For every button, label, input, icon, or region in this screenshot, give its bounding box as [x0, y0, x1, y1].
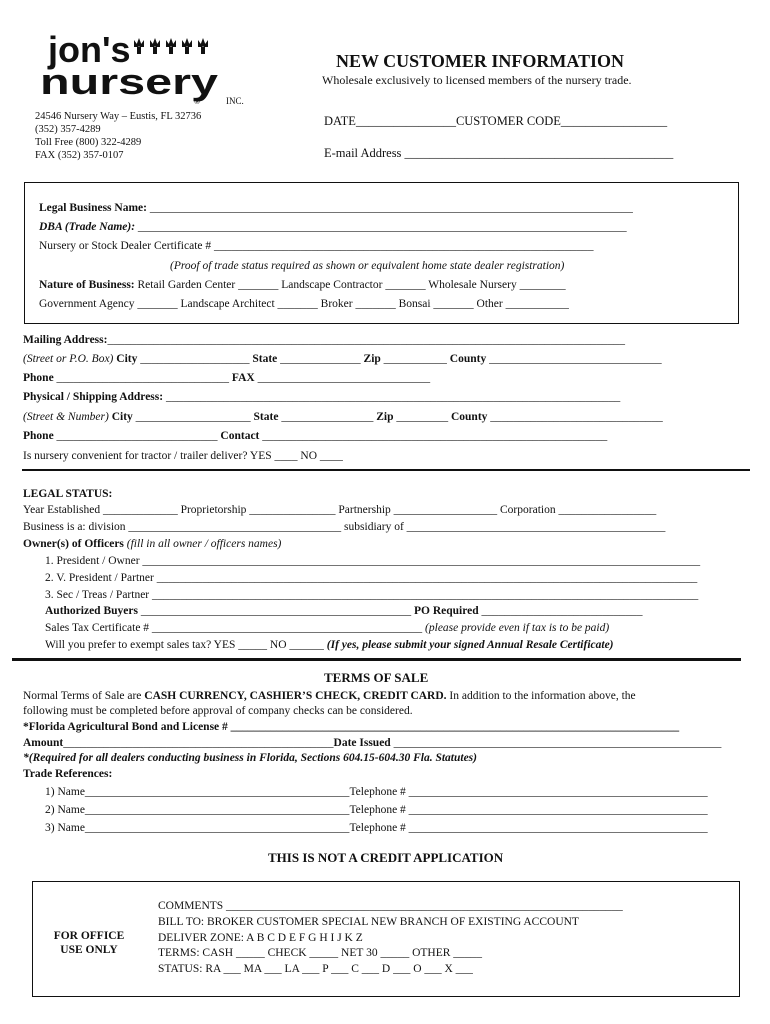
trade-reference-row: [45, 785, 708, 799]
nature-of-business-options-1[interactable]: Retail Garden Center _______ Landscape Contractor _______ Wholesale Nursery ________: [137, 279, 566, 291]
amount-date-row: [23, 736, 721, 750]
exempt-tax-question[interactable]: Will you prefer to exempt sales tax? YES _____ NO ______: [45, 639, 324, 651]
toll-free-line: Toll Free (800) 322-4289: [35, 137, 142, 148]
form-subtitle: Wholesale exclusively to licensed members of the nursery trade.: [322, 73, 632, 87]
city-field-2[interactable]: ____________________: [135, 411, 251, 423]
dba-label: DBA (Trade Name):: [39, 221, 136, 233]
nature-of-business-row: [39, 278, 566, 292]
legal-status-heading: LEGAL STATUS:: [23, 488, 113, 500]
tractor-trailer-question[interactable]: Is nursery convenient for tractor / trailer deliver? YES ____ NO ____: [23, 450, 343, 462]
trade-reference-row: [45, 821, 708, 835]
reference-name-field[interactable]: Name______________________________________________: [57, 822, 350, 834]
office-status-options[interactable]: STATUS: RA ___ MA ___ LA ___ P ___ C ___ D ___ O ___ X ___: [158, 963, 473, 975]
date-issued-field[interactable]: _________________________________________________________: [393, 737, 722, 749]
authorized-buyers-row: [45, 604, 642, 618]
dba-field[interactable]: _____________________________________________________________________________________: [137, 221, 627, 233]
sales-tax-row: [45, 621, 609, 635]
authorized-buyers-label: Authorized Buyers: [45, 605, 138, 617]
bond-license-field[interactable]: *Florida Agricultural Bond and License # ______________________________________________________________________________: [23, 721, 680, 733]
mailing-city-row: [23, 352, 662, 366]
po-required-field[interactable]: ____________________________: [481, 605, 643, 617]
certificate-field[interactable]: __________________________________________________________________: [214, 240, 594, 252]
nature-of-business-options-2[interactable]: Government Agency _______ Landscape Architect _______ Broker _______ Bonsai _______ Other ___________: [39, 298, 569, 310]
phone-line: (352) 357-4289: [35, 124, 101, 135]
trade-reference-row: [45, 803, 708, 817]
normal-terms-suffix: In addition to the information above, the: [449, 690, 636, 702]
exempt-tax-hint: (If yes, please submit your signed Annual Resale Certificate): [326, 639, 614, 651]
office-terms-options[interactable]: TERMS: CASH _____ CHECK _____ NET 30 _____ OTHER _____: [158, 947, 483, 959]
phone-label: Phone: [23, 372, 54, 384]
reference-telephone-field[interactable]: Telephone # ____________________________________________________: [349, 804, 708, 816]
city-label-2: City: [111, 411, 133, 423]
date-customer-code-field[interactable]: DATE________________CUSTOMER CODE_________________: [324, 114, 668, 128]
phone-field[interactable]: ______________________________: [56, 372, 230, 384]
zip-label: Zip: [363, 353, 381, 365]
contact-field[interactable]: ____________________________________________________________: [262, 430, 608, 442]
dba-row: [39, 220, 627, 234]
normal-terms-prefix: Normal Terms of Sale are: [23, 690, 142, 702]
office-bill-to-options[interactable]: BILL TO: BROKER CUSTOMER SPECIAL NEW BRANCH OF EXISTING ACCOUNT: [158, 916, 579, 928]
owners-officers-row: [23, 537, 281, 551]
physical-address-field[interactable]: _______________________________________________________________________________: [165, 391, 621, 403]
logo-word-bottom: nursery: [40, 61, 218, 102]
logo-inc: INC.: [226, 96, 244, 106]
owners-officers-label: Owner(s) of Officers: [23, 538, 124, 550]
city-label: City: [116, 353, 138, 365]
logo-word-top: jon's: [48, 34, 131, 70]
fax-field[interactable]: ______________________________: [257, 372, 431, 384]
reference-name-field[interactable]: Name______________________________________________: [57, 804, 350, 816]
normal-terms-line-2: following must be completed before approval of company checks can be considered.: [23, 705, 413, 717]
section-divider-thick: [12, 658, 741, 661]
city-field[interactable]: ___________________: [140, 353, 250, 365]
president-owner-field[interactable]: 1. President / Owner _________________________________________________________________________________________________: [45, 555, 701, 567]
fax-label: FAX: [231, 372, 255, 384]
sales-tax-field[interactable]: Sales Tax Certificate # _______________________________________________: [45, 622, 423, 634]
county-label-2: County: [450, 411, 488, 423]
reference-number: 1): [45, 786, 55, 798]
reference-telephone-field[interactable]: Telephone # ____________________________________________________: [349, 786, 708, 798]
email-field[interactable]: E-mail Address ___________________________________________: [324, 146, 674, 160]
date-issued-label: Date Issued: [333, 737, 391, 749]
state-field[interactable]: ______________: [280, 353, 361, 365]
proof-note: (Proof of trade status required as shown or equivalent home state dealer registration): [170, 260, 565, 272]
zip-field[interactable]: ___________: [383, 353, 447, 365]
section-divider: [22, 469, 750, 471]
authorized-buyers-field[interactable]: _______________________________________________: [140, 605, 412, 617]
amount-label: Amount: [23, 737, 64, 749]
mailing-address-field[interactable]: __________________________________________________________________________________________: [107, 334, 625, 346]
reference-number: 2): [45, 804, 55, 816]
company-logo: [34, 34, 224, 114]
county-label: County: [449, 353, 487, 365]
county-field[interactable]: ______________________________: [489, 353, 662, 365]
state-field-2[interactable]: ________________: [281, 411, 374, 423]
reference-name-field[interactable]: Name______________________________________________: [57, 786, 350, 798]
street-number-hint: (Street & Number): [23, 411, 109, 423]
nature-of-business-label: Nature of Business:: [39, 279, 135, 291]
logo-graphic: [34, 34, 224, 114]
address-line: 24546 Nursery Way – Eustis, FL 32736: [35, 111, 202, 122]
vice-president-partner-field[interactable]: 2. V. President / Partner ______________________________________________________________________________________________: [45, 572, 698, 584]
plant-icons: [134, 38, 208, 54]
legal-business-name-row: [39, 201, 633, 215]
county-field-2[interactable]: ______________________________: [490, 411, 663, 423]
normal-terms-line: [23, 689, 636, 703]
certificate-label: Nursery or Stock Dealer Certificate #: [39, 240, 212, 252]
physical-address-row: [23, 390, 620, 404]
legal-business-name-label: Legal Business Name:: [39, 202, 147, 214]
trade-references-label: Trade References:: [23, 768, 113, 780]
normal-terms-payment: CASH CURRENCY, CASHIER’S CHECK, CREDIT CARD.: [144, 690, 447, 702]
zip-label-2: Zip: [376, 411, 394, 423]
business-division-row[interactable]: Business is a: division _____________________________________ subsidiary of _____________________________________________: [23, 521, 666, 533]
logo-registered-mark: ®: [194, 97, 201, 106]
mailing-address-label: Mailing Address:: [23, 334, 108, 346]
fax-line: FAX (352) 357-0107: [35, 150, 124, 161]
zip-field-2[interactable]: _________: [396, 411, 449, 423]
reference-telephone-field[interactable]: Telephone # ____________________________________________________: [349, 822, 708, 834]
legal-business-name-field[interactable]: ____________________________________________________________________________________: [149, 202, 633, 214]
required-note: *(Required for all dealers conducting business in Florida, Sections 604.15-604.30 Fla. Statutes): [23, 752, 477, 764]
not-credit-application-notice: THIS IS NOT A CREDIT APPLICATION: [268, 850, 504, 865]
physical-address-label: Physical / Shipping Address:: [23, 391, 164, 403]
street-po-hint: (Street or P.O. Box): [23, 353, 114, 365]
state-label: State: [252, 353, 278, 365]
po-required-label: PO Required: [413, 605, 479, 617]
year-established-row[interactable]: Year Established _____________ Proprietorship _______________ Partnership __________________ Corporation _________________: [23, 504, 657, 516]
exempt-tax-row: [45, 638, 614, 652]
mailing-address-row: [23, 333, 625, 347]
phone-field-2[interactable]: ____________________________: [56, 430, 218, 442]
office-use-label-2: USE ONLY: [60, 944, 118, 956]
office-deliver-zone-options[interactable]: DELIVER ZONE: A B C D E F G H I J K Z: [158, 932, 363, 944]
owners-officers-hint: (fill in all owner / officers names): [126, 538, 282, 550]
phone-label-2: Phone: [23, 430, 54, 442]
office-comments-field[interactable]: COMMENTS _____________________________________________________________________: [158, 900, 623, 912]
phone-contact-row: [23, 429, 607, 443]
terms-heading: TERMS OF SALE: [324, 670, 429, 685]
sec-treas-partner-field[interactable]: 3. Sec / Treas / Partner _______________________________________________________________________________________________: [45, 589, 699, 601]
contact-label: Contact: [220, 430, 260, 442]
physical-city-row: [23, 410, 663, 424]
form-title: NEW CUSTOMER INFORMATION: [336, 51, 625, 71]
reference-number: 3): [45, 822, 55, 834]
state-label-2: State: [253, 411, 279, 423]
office-use-label-1: FOR OFFICE: [53, 930, 125, 942]
phone-fax-row: [23, 371, 430, 385]
certificate-row: [39, 239, 594, 253]
amount-field[interactable]: _______________________________________________: [63, 737, 334, 749]
sales-tax-hint: (please provide even if tax is to be paid): [425, 622, 610, 634]
